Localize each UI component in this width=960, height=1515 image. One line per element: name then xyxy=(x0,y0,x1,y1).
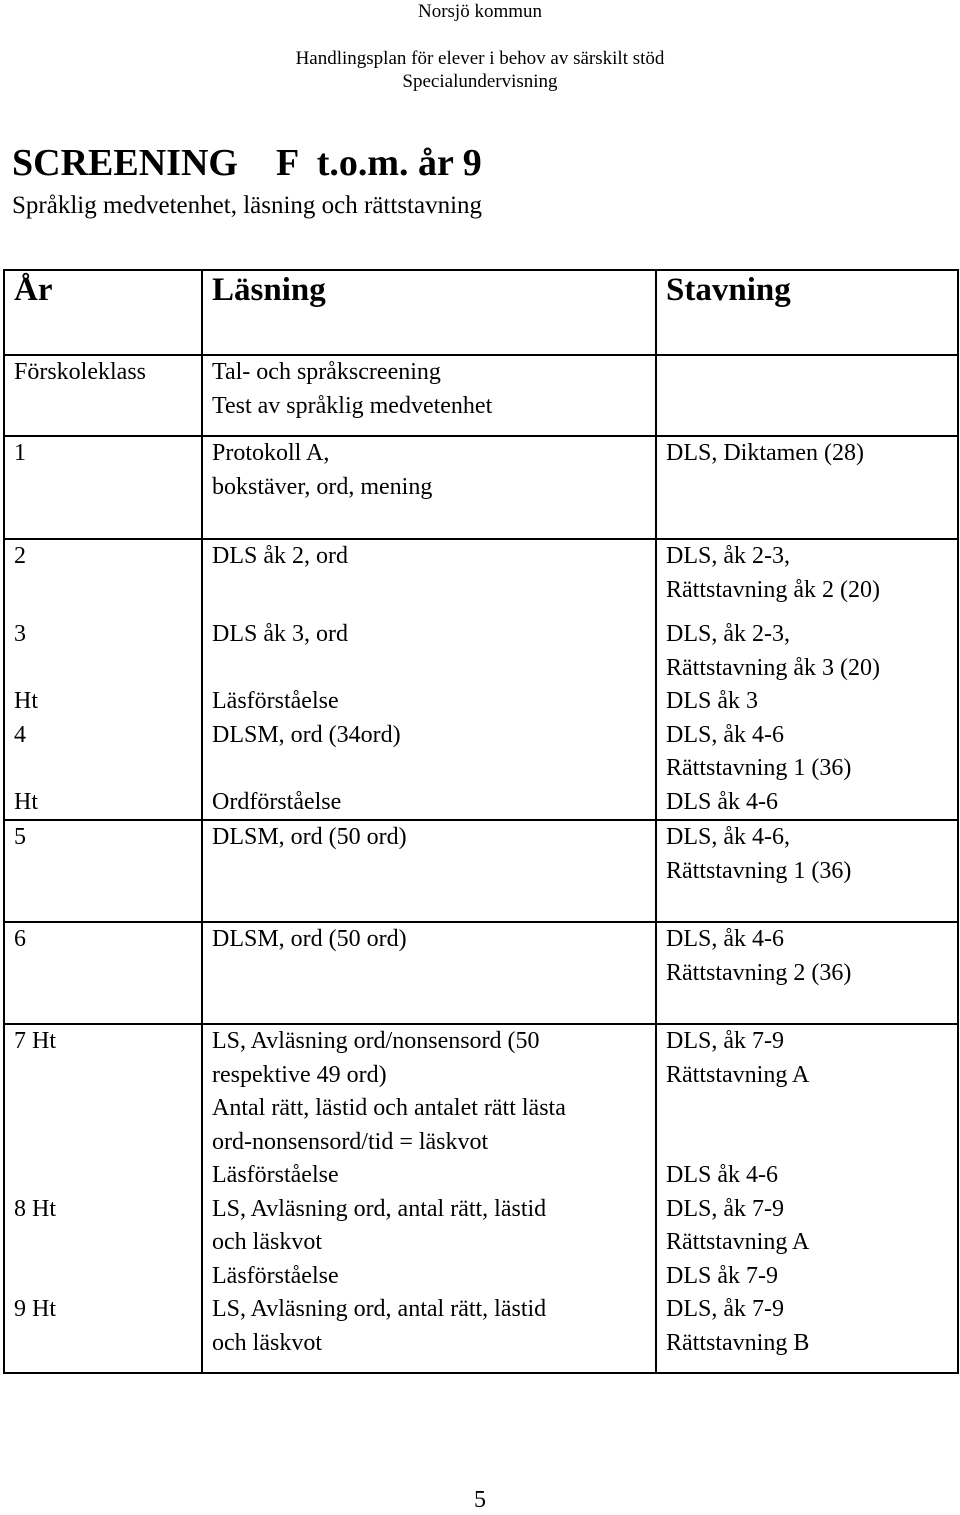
spelling-cell xyxy=(656,1193,958,1294)
cell-line xyxy=(212,652,655,686)
spelling-cell xyxy=(656,436,958,539)
cell-line: DLSM, ord (50 ord) xyxy=(212,824,407,850)
cell-line: Rättstavning 2 (36) xyxy=(666,959,852,986)
year-cell xyxy=(4,436,202,539)
cell-line: DLS, åk 7-9 xyxy=(666,1296,784,1322)
year-cell xyxy=(4,1293,202,1373)
reading-cell xyxy=(202,1193,656,1294)
spelling-cell xyxy=(656,1293,958,1373)
spelling-cell xyxy=(656,618,958,719)
cell-line: DLS åk 3 xyxy=(666,688,758,714)
table-row xyxy=(4,539,958,618)
screening-table xyxy=(3,269,959,1374)
cell-line xyxy=(666,471,957,505)
reading-cell xyxy=(202,618,656,719)
cell-line: 8 Ht xyxy=(14,1195,56,1222)
year-cell xyxy=(4,1024,202,1193)
table-row xyxy=(4,719,958,821)
cell-line: Rättstavning 1 (36) xyxy=(666,755,852,781)
table-row xyxy=(4,1024,958,1193)
cell-line: DLS, åk 4-6 xyxy=(666,721,784,748)
cell-line xyxy=(14,855,201,889)
year-cell xyxy=(4,922,202,1024)
spelling-cell xyxy=(656,539,958,618)
cell-line: respektive 49 ord) xyxy=(212,1061,387,1088)
cell-line xyxy=(212,574,655,608)
year-cell xyxy=(4,1193,202,1294)
cell-line xyxy=(212,957,655,991)
reading-cell xyxy=(202,1024,656,1193)
cell-line xyxy=(14,574,201,608)
table-row xyxy=(4,820,958,922)
cell-line: bokstäver, ord, mening xyxy=(212,473,433,500)
cell-line: DLS, åk 7-9 xyxy=(666,1195,784,1222)
municipality-header: Norsjö kommun xyxy=(417,1,543,22)
document-title: SCREENING F t.o.m. år 9 xyxy=(12,142,482,184)
cell-line xyxy=(14,390,201,424)
spelling-cell xyxy=(656,719,958,821)
table-row xyxy=(4,1293,958,1373)
column-header-reading: Läsning xyxy=(202,270,656,355)
cell-line: 5 xyxy=(14,824,26,850)
cell-line: Rättstavning åk 2 (20) xyxy=(666,576,880,603)
cell-line: DLS åk 4-6 xyxy=(666,1162,778,1188)
cell-line xyxy=(666,1092,957,1126)
cell-line xyxy=(14,1226,201,1260)
reading-cell xyxy=(202,436,656,539)
cell-line: Antal rätt, lästid och antalet rätt lästa xyxy=(212,1095,566,1121)
page-number: 5 xyxy=(474,1487,486,1513)
year-cell xyxy=(4,539,202,618)
reading-cell xyxy=(202,820,656,922)
cell-line: DLS, åk 2-3, xyxy=(666,543,790,569)
year-cell xyxy=(4,618,202,719)
cell-line: 4 xyxy=(14,721,26,748)
table-row xyxy=(4,436,958,539)
cell-line xyxy=(14,1159,201,1193)
cell-line xyxy=(666,390,957,424)
cell-line xyxy=(14,1059,201,1093)
cell-line xyxy=(14,957,201,991)
column-header-spelling: Stavning xyxy=(656,270,958,355)
spelling-cell xyxy=(656,820,958,922)
cell-line: DLSM, ord (50 ord) xyxy=(212,926,407,952)
cell-line xyxy=(14,1092,201,1126)
spelling-cell xyxy=(656,1024,958,1193)
year-cell xyxy=(4,719,202,821)
cell-line: DLS, åk 2-3, xyxy=(666,621,790,647)
table-row xyxy=(4,1193,958,1294)
cell-line: ord-nonsensord/tid = läskvot xyxy=(212,1128,489,1155)
cell-line xyxy=(666,356,957,390)
table-row xyxy=(4,618,958,719)
cell-line: 9 Ht xyxy=(14,1296,56,1322)
reading-cell xyxy=(202,539,656,618)
cell-line: DLS, åk 4-6 xyxy=(666,926,784,952)
cell-line: DLS, åk 7-9 xyxy=(666,1028,784,1054)
table-row xyxy=(4,922,958,1024)
reading-cell xyxy=(202,1293,656,1373)
cell-line: Rättstavning 1 (36) xyxy=(666,857,852,884)
cell-line: Läsförståelse xyxy=(212,1262,339,1289)
cell-line: Ht xyxy=(14,788,38,815)
cell-line: 2 xyxy=(14,543,26,569)
cell-line xyxy=(212,752,655,786)
cell-line: och läskvot xyxy=(212,1229,322,1255)
cell-line: Rättstavning åk 3 (20) xyxy=(666,654,880,681)
cell-line: LS, Avläsning ord/nonsensord (50 xyxy=(212,1028,540,1054)
cell-line: DLS åk 3, ord xyxy=(212,621,348,647)
plan-header: Handlingsplan för elever i behov av särskilt stöd xyxy=(295,48,665,69)
cell-line: Test av språklig medvetenhet xyxy=(212,392,493,419)
cell-line xyxy=(14,471,201,505)
year-cell xyxy=(4,355,202,436)
year-cell xyxy=(4,820,202,922)
cell-line: 7 Ht xyxy=(14,1028,56,1054)
cell-line: och läskvot xyxy=(212,1329,322,1356)
cell-line xyxy=(666,1126,957,1160)
cell-line: DLS åk 4-6 xyxy=(666,788,778,815)
cell-line: Läsförståelse xyxy=(212,688,339,714)
reading-cell xyxy=(202,355,656,436)
cell-line xyxy=(14,1260,201,1294)
table-row xyxy=(4,355,958,436)
subject-header: Specialundervisning xyxy=(402,71,558,92)
cell-line: DLSM, ord (34ord) xyxy=(212,721,401,748)
cell-line: Rättstavning B xyxy=(666,1329,810,1356)
cell-line: Rättstavning A xyxy=(666,1061,810,1088)
cell-line: LS, Avläsning ord, antal rätt, lästid xyxy=(212,1296,547,1322)
document-subtitle: Språklig medvetenhet, läsning och rättstavning xyxy=(12,192,483,219)
cell-line: DLS åk 7-9 xyxy=(666,1262,778,1289)
cell-line: Läsförståelse xyxy=(212,1162,339,1188)
cell-line xyxy=(14,652,201,686)
spelling-cell xyxy=(656,922,958,1024)
spelling-cell xyxy=(656,355,958,436)
cell-line: Förskoleklass xyxy=(14,359,146,385)
cell-line xyxy=(14,1327,201,1361)
cell-line: 6 xyxy=(14,926,26,952)
cell-line: Protokoll A, xyxy=(212,440,330,466)
cell-line: Ht xyxy=(14,688,38,714)
table-header-row xyxy=(4,270,958,355)
cell-line xyxy=(14,752,201,786)
cell-line: DLS, Diktamen (28) xyxy=(666,440,864,466)
cell-line xyxy=(14,1126,201,1160)
reading-cell xyxy=(202,922,656,1024)
cell-line: Rättstavning A xyxy=(666,1229,810,1255)
cell-line: 1 xyxy=(14,440,26,466)
cell-line: DLS, åk 4-6, xyxy=(666,824,790,850)
cell-line: Ordförståelse xyxy=(212,788,342,815)
reading-cell xyxy=(202,719,656,821)
cell-line xyxy=(212,855,655,889)
cell-line: DLS åk 2, ord xyxy=(212,543,348,569)
column-header-year: År xyxy=(4,270,202,355)
cell-line: 3 xyxy=(14,621,26,647)
cell-line: Tal- och språkscreening xyxy=(212,359,441,385)
cell-line: LS, Avläsning ord, antal rätt, lästid xyxy=(212,1195,547,1222)
